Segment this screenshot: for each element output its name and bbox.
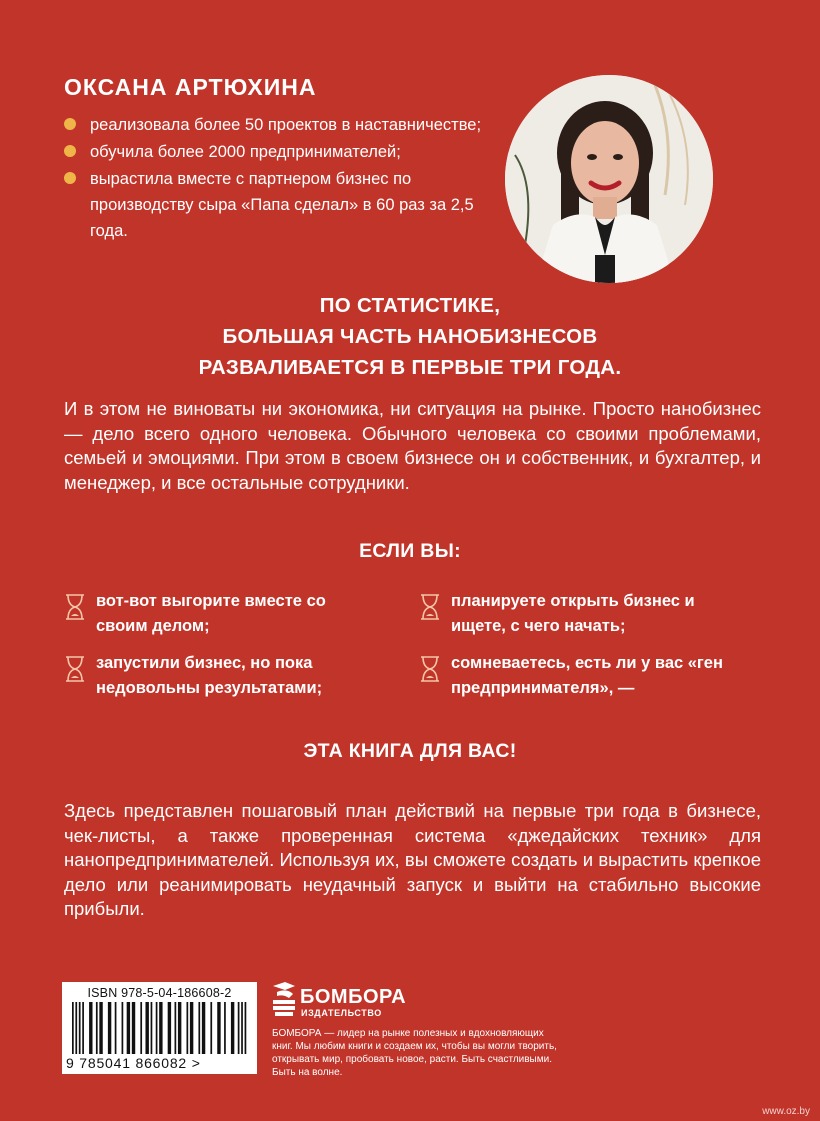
isbn-text: ISBN 978-5-04-186608-2	[87, 986, 232, 1000]
achievement-item	[62, 112, 482, 138]
barcode-bar	[89, 1002, 92, 1054]
bullet-dot-icon	[64, 118, 76, 130]
barcode-bar	[238, 1002, 240, 1054]
condition-text: планируете открыть бизнес и ищете, с чего начать;	[451, 592, 695, 635]
description-paragraph: Здесь представлен пошаговый план действий на первые три года в бизнесе, чек-листы, а также проверенная система «джедайских техник» для нанопредпринимателей. Используя их, вы сможете создать и вырастить крепкое дело или реанимировать неудачный запуск и выйти на стабильно высокие прибыли.	[64, 800, 761, 919]
condition-text: запустили бизнес, но пока недовольны результатами;	[96, 654, 323, 697]
barcode-bar	[168, 1002, 171, 1054]
barcode-bar	[108, 1002, 111, 1054]
barcode-bar	[156, 1002, 158, 1054]
bullet-dot-icon	[64, 145, 76, 157]
achievement-text: обучила более 2000 предпринимателей;	[90, 143, 401, 161]
author-name: ОКСАНА АРТЮХИНА	[64, 74, 317, 100]
author-portrait-illustration	[505, 75, 713, 283]
hourglass-icon	[64, 656, 86, 682]
barcode-bar	[217, 1002, 220, 1054]
barcode-bar	[159, 1002, 162, 1054]
barcode-bar	[79, 1002, 81, 1054]
barcode-icon	[72, 1002, 248, 1054]
publisher-subtitle: ИЗДАТЕЛЬСТВО	[301, 1008, 382, 1018]
author-portrait	[505, 75, 713, 283]
watermark: www.oz.by	[762, 1106, 810, 1117]
barcode-bar	[72, 1002, 74, 1054]
headline-line: БОЛЬШАЯ ЧАСТЬ НАНОБИЗНЕСОВ	[222, 325, 598, 348]
barcode-bar	[210, 1002, 212, 1054]
barcode-bar	[96, 1002, 98, 1054]
barcode-bar	[122, 1002, 124, 1054]
bullet-dot-icon	[64, 172, 76, 184]
barcode-box	[62, 982, 257, 1074]
barcode-bar	[132, 1002, 135, 1054]
condition-text: сомневаетесь, есть ли у вас «ген предпринимателя», —	[451, 654, 723, 697]
hourglass-icon	[419, 594, 441, 620]
barcode-bar	[115, 1002, 117, 1054]
barcode-bar	[231, 1002, 234, 1054]
achievement-text: вырастила вместе с партнером бизнес по производству сыра «Папа сделал» в 60 раз за 2,5 года.	[90, 170, 474, 240]
barcode-bar	[127, 1002, 130, 1054]
barcode-bar	[151, 1002, 153, 1054]
condition-text: вот-вот выгорите вместе со своим делом;	[96, 592, 326, 635]
barcode-digits: 9 785041 866082 >	[66, 1055, 201, 1071]
barcode-bar	[224, 1002, 226, 1054]
publisher-description: БОМБОРА — лидер на рынке полезных и вдохновляющих книг. Мы любим книги и создаем их, чтобы вы могли творить, открывать мир, пробовать новое, расти. Быть счастливыми. Быть на волне.	[272, 1028, 557, 1078]
book-for-you-title: ЭТА КНИГА ДЛЯ ВАС!	[303, 740, 517, 762]
achievement-text: реализовала более 50 проектов в наставничестве;	[90, 116, 482, 134]
barcode-bar	[245, 1002, 247, 1054]
barcode-bar	[190, 1002, 193, 1054]
barcode-bar	[198, 1002, 200, 1054]
achievement-item	[62, 139, 482, 165]
publisher-name: БОМБОРА	[300, 986, 407, 1008]
hourglass-icon	[64, 594, 86, 620]
achievements-list	[62, 112, 482, 245]
headline-line: РАЗВАЛИВАЕТСЯ В ПЕРВЫЕ ТРИ ГОДА.	[198, 356, 622, 379]
barcode-bar	[140, 1002, 142, 1054]
headline	[0, 290, 820, 383]
achievement-item	[62, 166, 482, 244]
barcode-bar	[175, 1002, 177, 1054]
barcode-bar	[99, 1002, 102, 1054]
barcode-bar	[241, 1002, 243, 1054]
barcode-bar	[82, 1002, 84, 1054]
intro-paragraph: И в этом не виноваты ни экономика, ни ситуация на рынке. Просто нанобизнес — дело всего одного человека. Обычного человека со своими проблемами, семьей и эмоциями. При этом в своем бизнесе он и собственник, и бухгалтер, и менеджер, и все остальные сотрудники.	[64, 398, 761, 493]
hourglass-icon	[419, 656, 441, 682]
if-title: ЕСЛИ ВЫ:	[359, 540, 461, 562]
barcode-bar	[178, 1002, 181, 1054]
barcode-bar	[75, 1002, 77, 1054]
barcode-bar	[202, 1002, 205, 1054]
headline-line: ПО СТАТИСТИКЕ,	[319, 294, 501, 317]
barcode-bar	[145, 1002, 148, 1054]
barcode-bar	[186, 1002, 188, 1054]
